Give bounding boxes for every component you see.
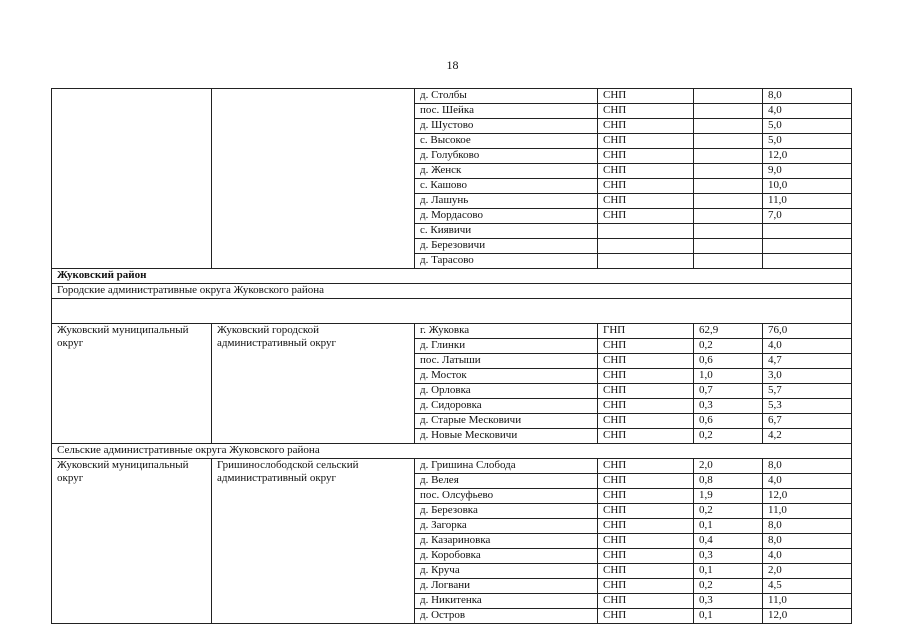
value-1-cell	[694, 104, 763, 119]
settlement-name-cell: д. Лашунь	[415, 194, 598, 209]
settlement-type-cell: СНП	[598, 134, 694, 149]
settlement-type-cell: СНП	[598, 564, 694, 579]
urban-heading: Городские административные округа Жуковского района	[52, 284, 852, 299]
settlement-type-cell: СНП	[598, 119, 694, 134]
settlement-type-cell	[598, 224, 694, 239]
value-1-cell	[694, 119, 763, 134]
value-1-cell: 1,0	[694, 369, 763, 384]
settlement-name-cell: д. Березовичи	[415, 239, 598, 254]
value-1-cell: 0,4	[694, 534, 763, 549]
value-2-cell: 5,0	[763, 134, 852, 149]
value-1-cell: 62,9	[694, 324, 763, 339]
value-2-cell: 10,0	[763, 179, 852, 194]
value-1-cell: 0,7	[694, 384, 763, 399]
settlement-type-cell: СНП	[598, 459, 694, 474]
settlement-type-cell: СНП	[598, 209, 694, 224]
settlement-name-cell: д. Старые Месковичи	[415, 414, 598, 429]
settlement-name-cell: д. Остров	[415, 609, 598, 624]
value-2-cell: 12,0	[763, 149, 852, 164]
value-1-cell: 0,2	[694, 339, 763, 354]
settlement-name-cell: с. Киявичи	[415, 224, 598, 239]
settlement-name-cell: д. Коробовка	[415, 549, 598, 564]
settlement-name-cell: д. Велея	[415, 474, 598, 489]
value-1-cell	[694, 254, 763, 269]
settlement-type-cell: СНП	[598, 149, 694, 164]
value-1-cell	[694, 134, 763, 149]
value-1-cell	[694, 149, 763, 164]
value-1-cell: 0,1	[694, 564, 763, 579]
value-2-cell: 6,7	[763, 414, 852, 429]
value-2-cell: 12,0	[763, 489, 852, 504]
settlement-name-cell: д. Женск	[415, 164, 598, 179]
settlement-name-cell: д. Гришина Слобода	[415, 459, 598, 474]
value-2-cell: 8,0	[763, 89, 852, 104]
settlement-type-cell: СНП	[598, 104, 694, 119]
value-2-cell: 8,0	[763, 459, 852, 474]
value-2-cell: 12,0	[763, 609, 852, 624]
value-2-cell: 5,3	[763, 399, 852, 414]
settlement-type-cell: СНП	[598, 164, 694, 179]
admin-district-cell: Гришинослободской сельский административный округ	[212, 459, 415, 624]
value-1-cell	[694, 164, 763, 179]
settlement-name-cell: д. Глинки	[415, 339, 598, 354]
value-1-cell: 1,9	[694, 489, 763, 504]
settlement-name-cell: д. Логвани	[415, 579, 598, 594]
value-1-cell: 0,6	[694, 354, 763, 369]
settlement-type-cell: СНП	[598, 579, 694, 594]
table-body	[52, 89, 852, 624]
settlement-type-cell	[598, 254, 694, 269]
settlement-name-cell: д. Шустово	[415, 119, 598, 134]
settlement-name-cell: д. Казариновка	[415, 534, 598, 549]
settlement-name-cell: д. Круча	[415, 564, 598, 579]
value-1-cell	[694, 209, 763, 224]
settlement-type-cell: СНП	[598, 339, 694, 354]
value-2-cell: 4,7	[763, 354, 852, 369]
value-2-cell	[763, 239, 852, 254]
blank-cell	[52, 299, 852, 324]
value-2-cell: 4,0	[763, 104, 852, 119]
settlement-type-cell: СНП	[598, 504, 694, 519]
value-1-cell	[694, 194, 763, 209]
value-2-cell: 8,0	[763, 534, 852, 549]
settlement-name-cell: пос. Латыши	[415, 354, 598, 369]
value-2-cell: 4,5	[763, 579, 852, 594]
value-2-cell: 4,0	[763, 549, 852, 564]
settlement-type-cell: СНП	[598, 194, 694, 209]
settlements-table	[51, 88, 852, 624]
page-number: 18	[446, 58, 459, 72]
value-1-cell: 0,8	[694, 474, 763, 489]
settlement-type-cell: ГНП	[598, 324, 694, 339]
settlement-name-cell: д. Тарасово	[415, 254, 598, 269]
settlement-name-cell: д. Березовка	[415, 504, 598, 519]
value-1-cell: 2,0	[694, 459, 763, 474]
settlement-name-cell: д. Загорка	[415, 519, 598, 534]
value-2-cell: 8,0	[763, 519, 852, 534]
settlement-name-cell: д. Никитенка	[415, 594, 598, 609]
settlement-name-cell: д. Орловка	[415, 384, 598, 399]
settlement-name-cell: с. Кашово	[415, 179, 598, 194]
value-1-cell: 0,1	[694, 609, 763, 624]
value-2-cell: 11,0	[763, 504, 852, 519]
value-2-cell	[763, 224, 852, 239]
settlement-name-cell: пос. Шейка	[415, 104, 598, 119]
settlement-name-cell: д. Сидоровка	[415, 399, 598, 414]
table-row	[52, 299, 852, 324]
value-2-cell: 11,0	[763, 594, 852, 609]
value-1-cell: 0,2	[694, 579, 763, 594]
settlement-type-cell: СНП	[598, 399, 694, 414]
value-1-cell: 0,6	[694, 414, 763, 429]
settlement-type-cell: СНП	[598, 369, 694, 384]
settlement-name-cell: д. Мосток	[415, 369, 598, 384]
value-2-cell: 9,0	[763, 164, 852, 179]
value-2-cell: 76,0	[763, 324, 852, 339]
rural-heading: Сельские административные округа Жуковского района	[52, 444, 852, 459]
district-title: Жуковский район	[52, 269, 852, 284]
value-2-cell	[763, 254, 852, 269]
municipal-district-cell: Жуковский муниципальный округ	[52, 324, 212, 444]
settlement-type-cell: СНП	[598, 489, 694, 504]
value-2-cell: 5,0	[763, 119, 852, 134]
value-2-cell: 2,0	[763, 564, 852, 579]
value-1-cell	[694, 239, 763, 254]
settlement-type-cell	[598, 239, 694, 254]
settlement-type-cell: СНП	[598, 429, 694, 444]
value-1-cell: 0,1	[694, 519, 763, 534]
table-row	[52, 459, 852, 474]
value-2-cell: 11,0	[763, 194, 852, 209]
value-1-cell	[694, 89, 763, 104]
settlement-type-cell: СНП	[598, 474, 694, 489]
value-2-cell: 4,0	[763, 339, 852, 354]
settlement-name-cell: с. Высокое	[415, 134, 598, 149]
table-row	[52, 324, 852, 339]
municipal-district-cell	[52, 89, 212, 269]
settlement-type-cell: СНП	[598, 179, 694, 194]
value-1-cell: 0,3	[694, 399, 763, 414]
settlement-type-cell: СНП	[598, 534, 694, 549]
settlement-type-cell: СНП	[598, 519, 694, 534]
value-2-cell: 4,2	[763, 429, 852, 444]
settlement-type-cell: СНП	[598, 414, 694, 429]
settlement-type-cell: СНП	[598, 549, 694, 564]
settlement-name-cell: д. Голубково	[415, 149, 598, 164]
value-1-cell	[694, 224, 763, 239]
value-2-cell: 3,0	[763, 369, 852, 384]
table-row	[52, 89, 852, 104]
settlement-name-cell: пос. Олсуфьево	[415, 489, 598, 504]
settlement-type-cell: СНП	[598, 594, 694, 609]
value-1-cell: 0,3	[694, 594, 763, 609]
settlement-type-cell: СНП	[598, 354, 694, 369]
admin-district-cell	[212, 89, 415, 269]
settlement-name-cell: д. Новые Месковичи	[415, 429, 598, 444]
table-row	[52, 284, 852, 299]
settlement-type-cell: СНП	[598, 609, 694, 624]
settlement-name-cell: г. Жуковка	[415, 324, 598, 339]
value-2-cell: 7,0	[763, 209, 852, 224]
value-1-cell: 0,3	[694, 549, 763, 564]
settlement-name-cell: д. Мордасово	[415, 209, 598, 224]
table-row	[52, 269, 852, 284]
municipal-district-cell: Жуковский муниципальный округ	[52, 459, 212, 624]
admin-district-cell: Жуковский городской административный округ	[212, 324, 415, 444]
value-2-cell: 4,0	[763, 474, 852, 489]
table-row	[52, 444, 852, 459]
settlement-type-cell: СНП	[598, 89, 694, 104]
settlement-name-cell: д. Столбы	[415, 89, 598, 104]
value-1-cell: 0,2	[694, 504, 763, 519]
value-2-cell: 5,7	[763, 384, 852, 399]
value-1-cell	[694, 179, 763, 194]
settlement-type-cell: СНП	[598, 384, 694, 399]
value-1-cell: 0,2	[694, 429, 763, 444]
